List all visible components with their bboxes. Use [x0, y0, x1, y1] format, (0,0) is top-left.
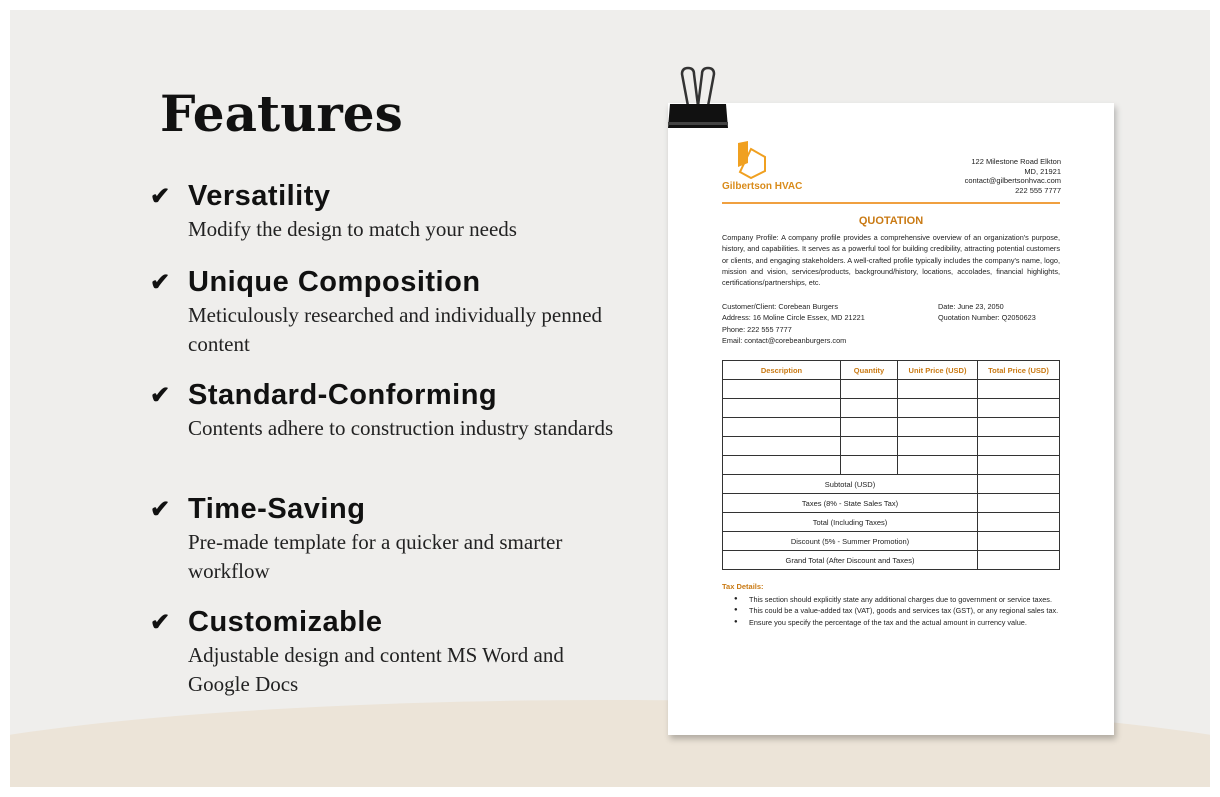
summary-row: Subtotal (USD)	[723, 475, 1060, 494]
meta-line: Date: June 23, 2050	[938, 302, 1004, 311]
page-title: Features	[160, 84, 403, 143]
client-line: Customer/Client: Corebean Burgers	[722, 302, 838, 311]
feature-item	[150, 606, 630, 699]
divider	[722, 202, 1060, 204]
table-row	[723, 456, 1060, 475]
binder-clip-icon	[668, 66, 728, 130]
feature-item	[150, 180, 630, 244]
company-address	[965, 157, 1061, 195]
client-line: Address: 16 Moline Circle Essex, MD 21221	[722, 313, 865, 323]
table-row	[723, 380, 1060, 399]
brand-name: Gilbertson HVAC	[722, 181, 803, 192]
check-icon: ✔	[150, 382, 171, 409]
table-row	[723, 437, 1060, 456]
table-row	[723, 418, 1060, 437]
address-line: 222 555 7777	[1015, 185, 1061, 195]
client-info	[722, 301, 865, 346]
meta-line: Quotation Number: Q2050623	[938, 313, 1036, 323]
logo-icon	[734, 141, 768, 179]
column-header: Unit Price (USD)	[898, 361, 978, 380]
column-header: Description	[723, 361, 841, 380]
summary-row: Discount (5% - Summer Promotion)	[723, 532, 1060, 551]
address-line: 122 Milestone Road Elkton	[971, 157, 1061, 166]
feature-desc: Pre-made template for a quicker and smarter workflow	[188, 530, 563, 583]
tax-item: ● Ensure you specify the percentage of the tax and the actual amount in currency value.	[722, 617, 1060, 628]
column-header: Total Price (USD)	[978, 361, 1060, 380]
feature-title: Standard-Conforming	[188, 379, 498, 411]
check-icon: ✔	[150, 183, 171, 210]
check-icon: ✔	[150, 496, 171, 523]
table-row	[723, 399, 1060, 418]
tax-heading: Tax Details:	[722, 582, 764, 591]
client-line: Phone: 222 555 7777	[722, 324, 792, 334]
document-title: QUOTATION	[858, 215, 924, 227]
company-profile: Company Profile: A company profile provides a comprehensive overview of an organization's purpose, history, and capabilities. It serves as a powerful tool for building credibility, attracting potential customers or clients, and engaging stakeholders. A well-crafted profile typically includes the company's name, logo, mission and vision, services/products, background/history, locations, accolades, financial highlights, certifications/partnerships, etc.	[722, 233, 1060, 288]
summary-row: Total (Including Taxes)	[723, 513, 1060, 532]
tax-item: ● This section should explicitly state any additional charges due to government or service taxes.	[722, 594, 1060, 605]
feature-desc: Contents adhere to construction industry standards	[188, 416, 614, 440]
column-header: Quantity	[841, 361, 898, 380]
feature-title: Time-Saving	[188, 493, 366, 525]
feature-title: Versatility	[188, 180, 331, 212]
quotation-meta	[938, 301, 1036, 324]
check-icon: ✔	[150, 269, 171, 296]
check-icon: ✔	[150, 609, 171, 636]
feature-item	[150, 493, 630, 586]
feature-desc: Adjustable design and content MS Word and Google Docs	[188, 643, 564, 696]
tax-item: ● This could be a value-added tax (VAT), goods and services tax (GST), or any regional sales tax.	[722, 605, 1060, 616]
feature-item	[150, 266, 630, 359]
summary-row: Grand Total (After Discount and Taxes)	[723, 551, 1060, 570]
summary-row: Taxes (8% - State Sales Tax)	[723, 494, 1060, 513]
quotation-table	[722, 360, 1060, 570]
address-line: MD, 21921	[1024, 166, 1061, 176]
feature-item	[150, 379, 630, 443]
quotation-document	[668, 103, 1114, 735]
address-line: contact@gilbertsonhvac.com	[964, 176, 1061, 185]
tax-list	[722, 594, 1060, 628]
client-line: Email: contact@corebeanburgers.com	[722, 335, 847, 345]
feature-desc: Modify the design to match your needs	[188, 217, 517, 241]
feature-title: Customizable	[188, 606, 383, 638]
feature-title: Unique Composition	[188, 266, 481, 298]
feature-desc: Meticulously researched and individually penned content	[188, 303, 603, 356]
